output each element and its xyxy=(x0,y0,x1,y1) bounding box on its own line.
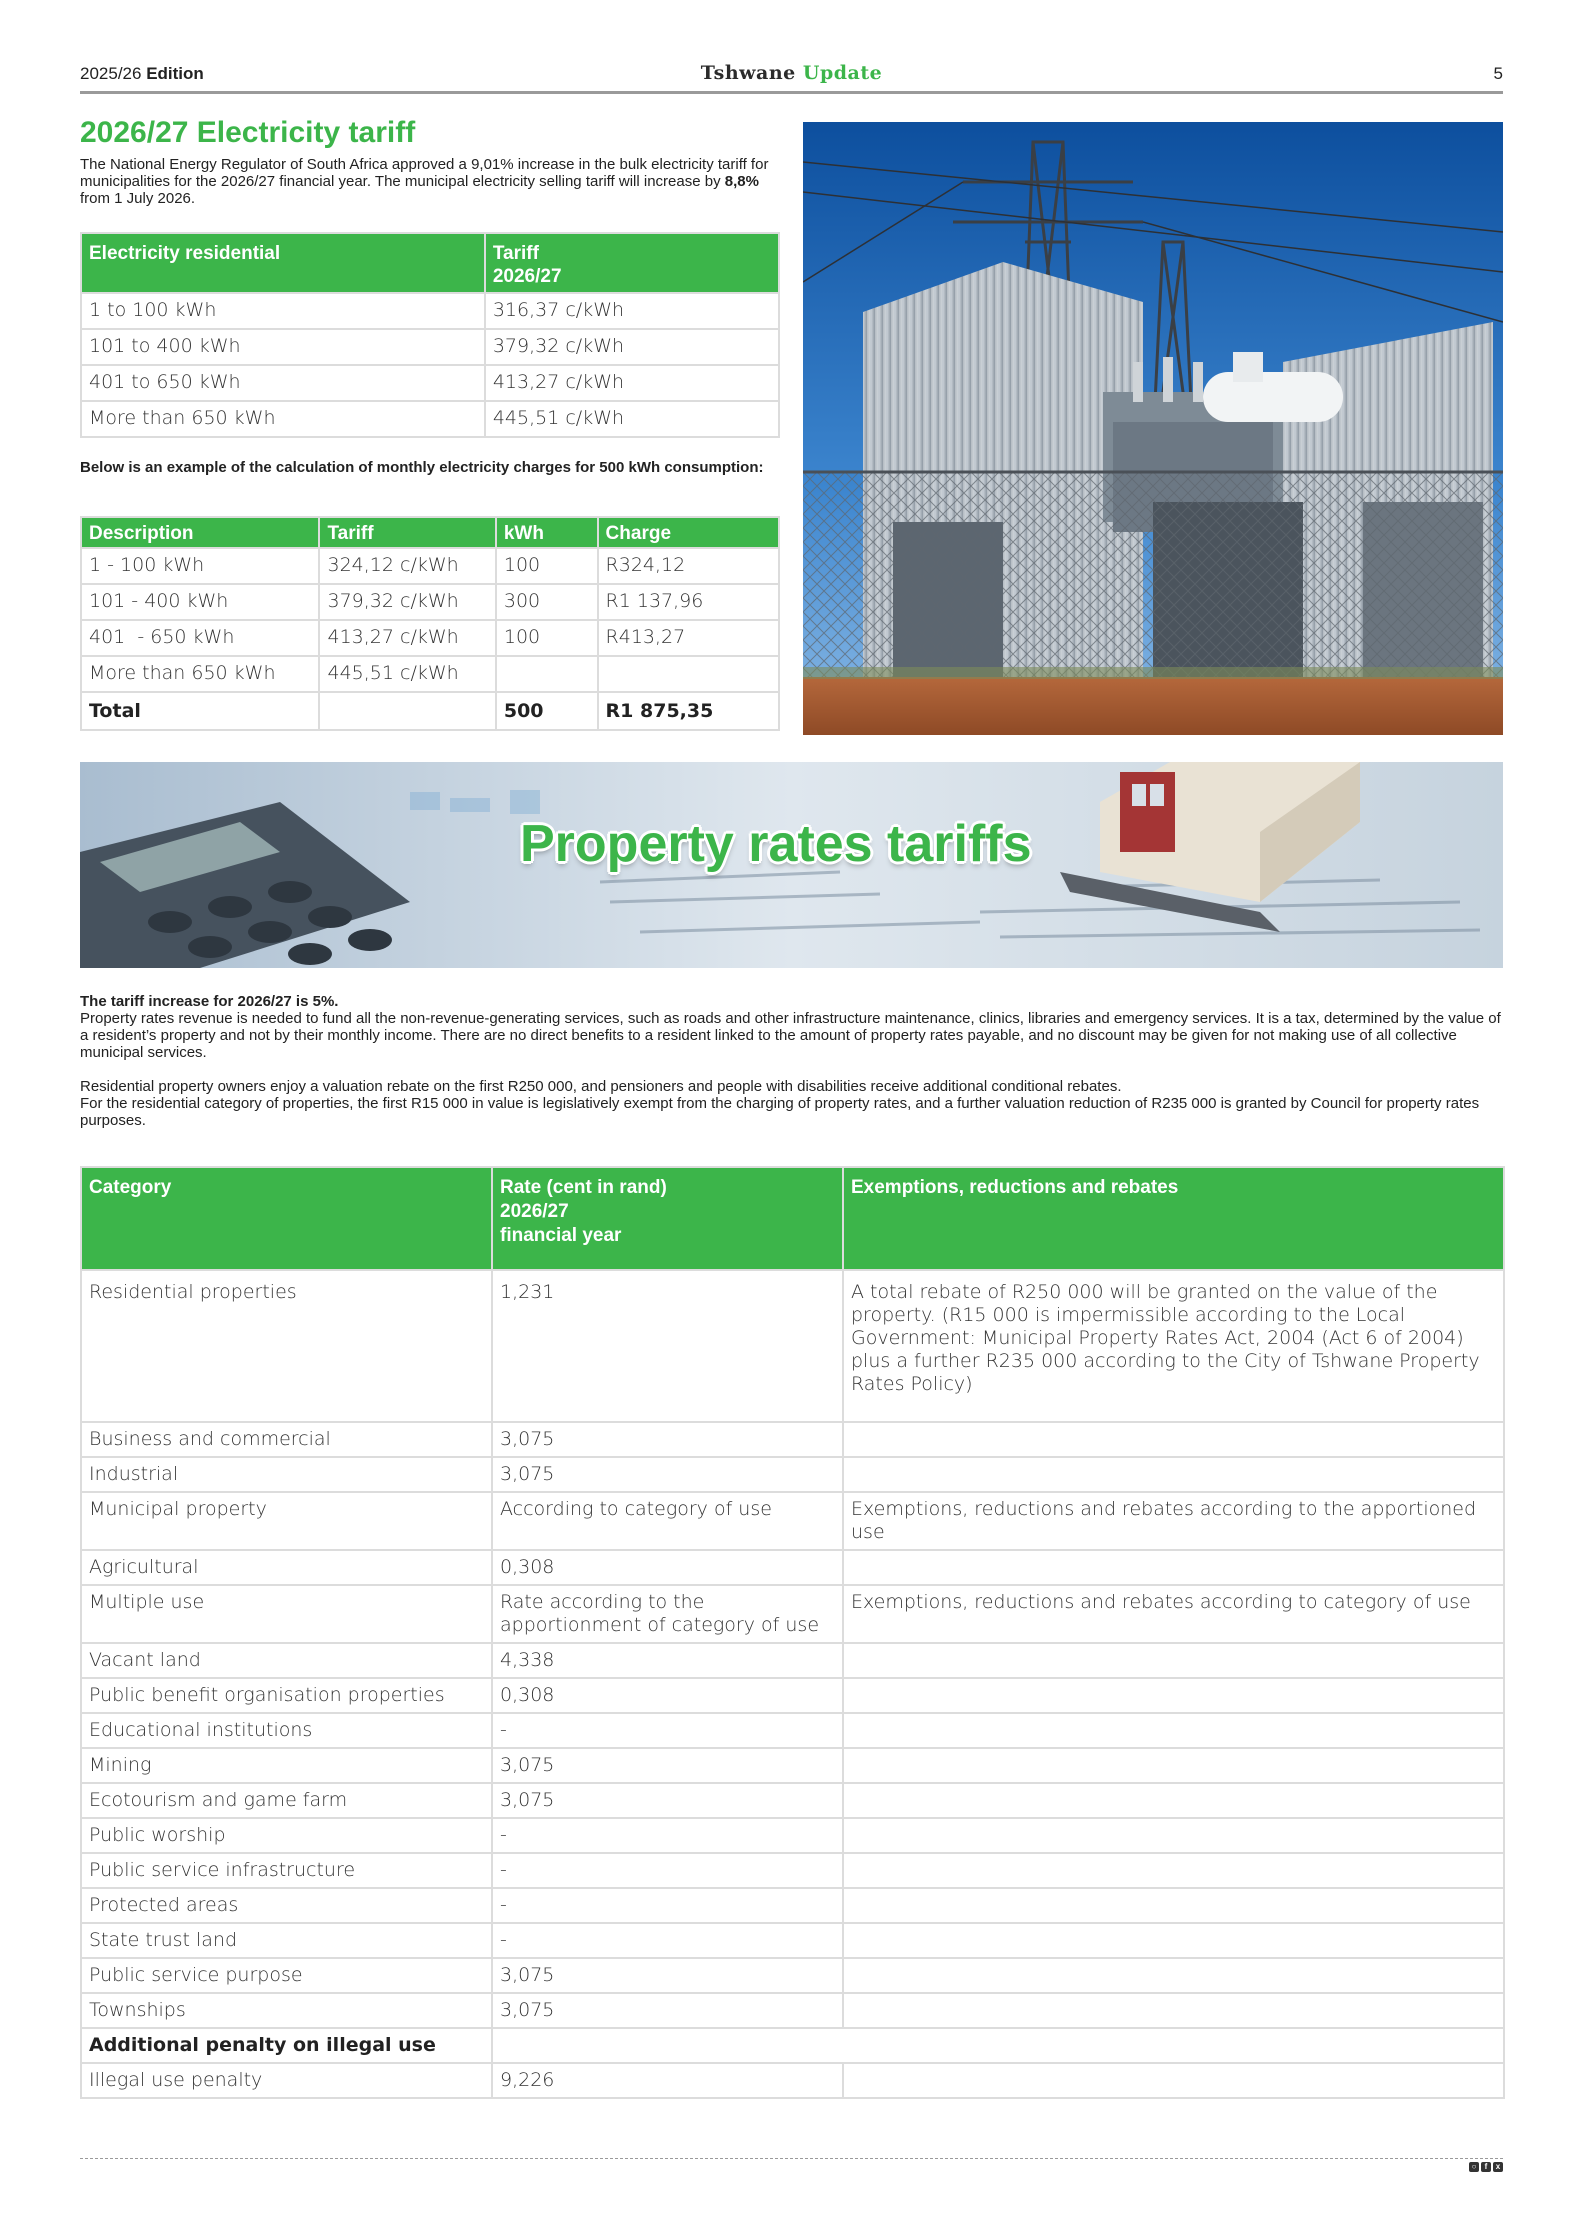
table-row xyxy=(81,1678,1504,1713)
exemptions-cell xyxy=(843,1748,1504,1783)
edition-year: 2025/26 xyxy=(80,64,142,83)
category-cell: Public service infrastructure xyxy=(81,1853,492,1888)
rate-cell: - xyxy=(492,1853,843,1888)
table-row xyxy=(81,1888,1504,1923)
exemptions-cell xyxy=(843,1958,1504,1993)
property-paragraph-1: Property rates revenue is needed to fund all the non-revenue-generating services, such as roads and other infrastructure maintenance, clinics, libraries and emergency services. It is a tax, determined by the value of a resident’s property and not by their monthly income. There are no direct benefits to a resident linked to the amount of property rates payable, and no discount may be given for not making use of all collective municipal services. xyxy=(80,1010,1501,1061)
table-row xyxy=(81,1713,1504,1748)
rate-cell: - xyxy=(492,1713,843,1748)
kwh-cell: 300 xyxy=(496,584,598,620)
table-row xyxy=(81,620,779,656)
category-cell: Multiple use xyxy=(81,1585,492,1643)
category-cell: Public service purpose xyxy=(81,1958,492,1993)
table-row xyxy=(81,548,779,584)
instagram-icon[interactable]: ○ xyxy=(1469,2162,1479,2172)
band-cell: 101 to 400 kWh xyxy=(81,329,485,365)
table-row xyxy=(81,401,779,437)
kwh-cell: 100 xyxy=(496,548,598,584)
rate-cell: 3,075 xyxy=(492,1457,843,1492)
exemptions-cell: A total rebate of R250 000 will be granted on the value of the property. (R15 000 is impermissible according to the Local Government: Municipal Property Rates Act, 2004 (Act 6 of 2004) plus a further R235 000 according to the City of Tshwane Property Rates Policy) xyxy=(843,1270,1504,1422)
exemptions-cell xyxy=(843,1457,1504,1492)
exemptions-cell xyxy=(843,1643,1504,1678)
header-charge: Charge xyxy=(598,517,779,548)
table-row xyxy=(81,1993,1504,2028)
description-cell: 101 - 400 kWh xyxy=(81,584,319,620)
description-cell: 401 - 650 kWh xyxy=(81,620,319,656)
tariff-cell: 379,32 c/kWh xyxy=(485,329,779,365)
table-row xyxy=(81,656,779,692)
exemptions-cell xyxy=(843,1818,1504,1853)
edition-word: Edition xyxy=(146,64,204,83)
total-kwh: 500 xyxy=(496,692,598,730)
table-row xyxy=(81,365,779,401)
rate-cell: - xyxy=(492,1923,843,1958)
table-row xyxy=(81,1783,1504,1818)
publication-title-part1: Tshwane xyxy=(700,62,796,84)
intro-text-1: The National Energy Regulator of South Africa approved a 9,01% increase in the bulk electricity tariff for municipalities for the 2026/27 financial year. The municipal electricity selling tariff will increase by xyxy=(80,156,769,190)
rate-cell: - xyxy=(492,1888,843,1923)
rate-cell: Rate according to the apportionment of category of use xyxy=(492,1585,843,1643)
exemptions-cell xyxy=(843,2063,1504,2098)
category-cell: Municipal property xyxy=(81,1492,492,1550)
tariff-cell: 445,51 c/kWh xyxy=(485,401,779,437)
calculation-table xyxy=(80,516,780,731)
charge-cell: R324,12 xyxy=(598,548,779,584)
category-cell: Ecotourism and game farm xyxy=(81,1783,492,1818)
rate-cell: According to category of use xyxy=(492,1492,843,1550)
exemptions-cell xyxy=(843,1888,1504,1923)
header-kwh: kWh xyxy=(496,517,598,548)
category-cell: Agricultural xyxy=(81,1550,492,1585)
header-description: Description xyxy=(81,517,319,548)
rate-cell: - xyxy=(492,1818,843,1853)
table-row xyxy=(81,293,779,329)
category-cell: Educational institutions xyxy=(81,1713,492,1748)
rate-cell: 3,075 xyxy=(492,1783,843,1818)
table-header-row xyxy=(81,1167,1504,1270)
intro-text-2: from 1 July 2026. xyxy=(80,190,196,207)
table-header-row xyxy=(81,233,779,293)
header-rate-line2: 2026/27 xyxy=(500,1201,569,1222)
tariff-cell: 413,27 c/kWh xyxy=(485,365,779,401)
rate-cell: 4,338 xyxy=(492,1643,843,1678)
tariff-cell: 324,12 c/kWh xyxy=(319,548,495,584)
tariff-cell: 316,37 c/kWh xyxy=(485,293,779,329)
electricity-title: 2026/27 Electricity tariff xyxy=(80,116,416,149)
table-row xyxy=(81,1457,1504,1492)
header-tariff xyxy=(485,233,779,293)
table-row xyxy=(81,1270,1504,1422)
penalty-heading-spacer xyxy=(492,2028,1504,2063)
header-category: Category xyxy=(81,1167,492,1270)
header-tariff: Tariff xyxy=(319,517,495,548)
category-cell: Vacant land xyxy=(81,1643,492,1678)
residential-tariff-table xyxy=(80,232,780,438)
header-electricity-residential: Electricity residential xyxy=(81,233,485,293)
header-rate-line3: financial year xyxy=(500,1225,622,1246)
table-row xyxy=(81,1550,1504,1585)
publication-title xyxy=(80,62,1503,84)
banner-title: Property rates tariffs xyxy=(520,815,1032,873)
table-row xyxy=(81,2063,1504,2098)
category-cell: Business and commercial xyxy=(81,1422,492,1457)
tariff-cell: 413,27 c/kWh xyxy=(319,620,495,656)
table-row xyxy=(81,329,779,365)
table-row xyxy=(81,1492,1504,1550)
table-row xyxy=(81,584,779,620)
category-cell: Protected areas xyxy=(81,1888,492,1923)
tariff-cell: 379,32 c/kWh xyxy=(319,584,495,620)
footer-divider xyxy=(80,2158,1503,2159)
exemptions-cell xyxy=(843,1550,1504,1585)
table-row xyxy=(81,1958,1504,1993)
charge-cell: R1 137,96 xyxy=(598,584,779,620)
table-row xyxy=(81,1853,1504,1888)
social-icons xyxy=(1469,2162,1503,2172)
rate-cell: 1,231 xyxy=(492,1270,843,1422)
rate-cell: 3,075 xyxy=(492,1958,843,1993)
property-rates-table xyxy=(80,1166,1505,2099)
table-header-row xyxy=(81,517,779,548)
intro-highlight: 8,8% xyxy=(724,173,759,190)
penalty-heading-row xyxy=(81,2028,1504,2063)
rate-cell: 9,226 xyxy=(492,2063,843,2098)
property-paragraph-2: Residential property owners enjoy a valuation rebate on the first R250 000, and pensioners and people with disabilities receive additional conditional rebates. xyxy=(80,1078,1122,1095)
total-charge: R1 875,35 xyxy=(598,692,779,730)
exemptions-cell xyxy=(843,1853,1504,1888)
band-cell: 401 to 650 kWh xyxy=(81,365,485,401)
tariff-cell: 445,51 c/kWh xyxy=(319,656,495,692)
rate-cell: 0,308 xyxy=(492,1550,843,1585)
kwh-cell xyxy=(496,656,598,692)
page-number: 5 xyxy=(1493,64,1503,83)
table-row xyxy=(81,1818,1504,1853)
charge-cell xyxy=(598,656,779,692)
category-cell: Residential properties xyxy=(81,1270,492,1422)
table-row xyxy=(81,1923,1504,1958)
table-row xyxy=(81,1643,1504,1678)
header-tariff-line2: 2026/27 xyxy=(492,266,562,287)
rate-cell: 3,075 xyxy=(492,1748,843,1783)
rate-cell: 3,075 xyxy=(492,1993,843,2028)
property-paragraph-3: For the residential category of properties, the first R15 000 in value is legislatively exempt from the charging of property rates, and a further valuation reduction of R235 000 is granted by Council for property rates purposes. xyxy=(80,1095,1480,1129)
table-row xyxy=(81,1585,1504,1643)
exemptions-cell xyxy=(843,1783,1504,1818)
publication-title-part2: Update xyxy=(802,62,883,84)
substation-photo xyxy=(803,122,1503,735)
penalty-heading: Additional penalty on illegal use xyxy=(81,2028,492,2063)
facebook-icon[interactable]: f xyxy=(1481,2162,1491,2172)
rate-cell: 0,308 xyxy=(492,1678,843,1713)
kwh-cell: 100 xyxy=(496,620,598,656)
tariff-increase-lead: The tariff increase for 2026/27 is 5%. xyxy=(80,993,339,1010)
electricity-intro xyxy=(80,156,780,207)
category-cell: State trust land xyxy=(81,1923,492,1958)
header-exemptions: Exemptions, reductions and rebates xyxy=(843,1167,1504,1270)
total-label: Total xyxy=(81,692,319,730)
total-tariff xyxy=(319,692,495,730)
exemptions-cell: Exemptions, reductions and rebates according to the apportioned use xyxy=(843,1492,1504,1550)
band-cell: 1 to 100 kWh xyxy=(81,293,485,329)
header-rate-line1: Rate (cent in rand) xyxy=(500,1177,667,1198)
exemptions-cell: Exemptions, reductions and rebates according to category of use xyxy=(843,1585,1504,1643)
charge-cell: R413,27 xyxy=(598,620,779,656)
property-rates-banner xyxy=(80,762,1503,968)
page-header xyxy=(80,60,1503,94)
paragraph-gap xyxy=(80,1061,1503,1078)
category-cell: Public worship xyxy=(81,1818,492,1853)
table-row xyxy=(81,1748,1504,1783)
property-rates-text xyxy=(80,993,1503,1129)
x-icon[interactable]: x xyxy=(1493,2162,1503,2172)
rate-cell: 3,075 xyxy=(492,1422,843,1457)
total-row xyxy=(81,692,779,730)
header-tariff-line1: Tariff xyxy=(492,243,539,264)
description-cell: More than 650 kWh xyxy=(81,656,319,692)
description-cell: 1 - 100 kWh xyxy=(81,548,319,584)
category-cell: Townships xyxy=(81,1993,492,2028)
exemptions-cell xyxy=(843,1923,1504,1958)
substation-illustration xyxy=(803,122,1503,735)
header-rate xyxy=(492,1167,843,1270)
category-cell: Public benefit organisation properties xyxy=(81,1678,492,1713)
exemptions-cell xyxy=(843,1713,1504,1748)
exemptions-cell xyxy=(843,1678,1504,1713)
category-cell: Illegal use penalty xyxy=(81,2063,492,2098)
band-cell: More than 650 kWh xyxy=(81,401,485,437)
category-cell: Industrial xyxy=(81,1457,492,1492)
table-row xyxy=(81,1422,1504,1457)
exemptions-cell xyxy=(843,1993,1504,2028)
calculation-caption: Below is an example of the calculation of monthly electricity charges for 500 kWh consumption: xyxy=(80,459,764,476)
exemptions-cell xyxy=(843,1422,1504,1457)
category-cell: Mining xyxy=(81,1748,492,1783)
